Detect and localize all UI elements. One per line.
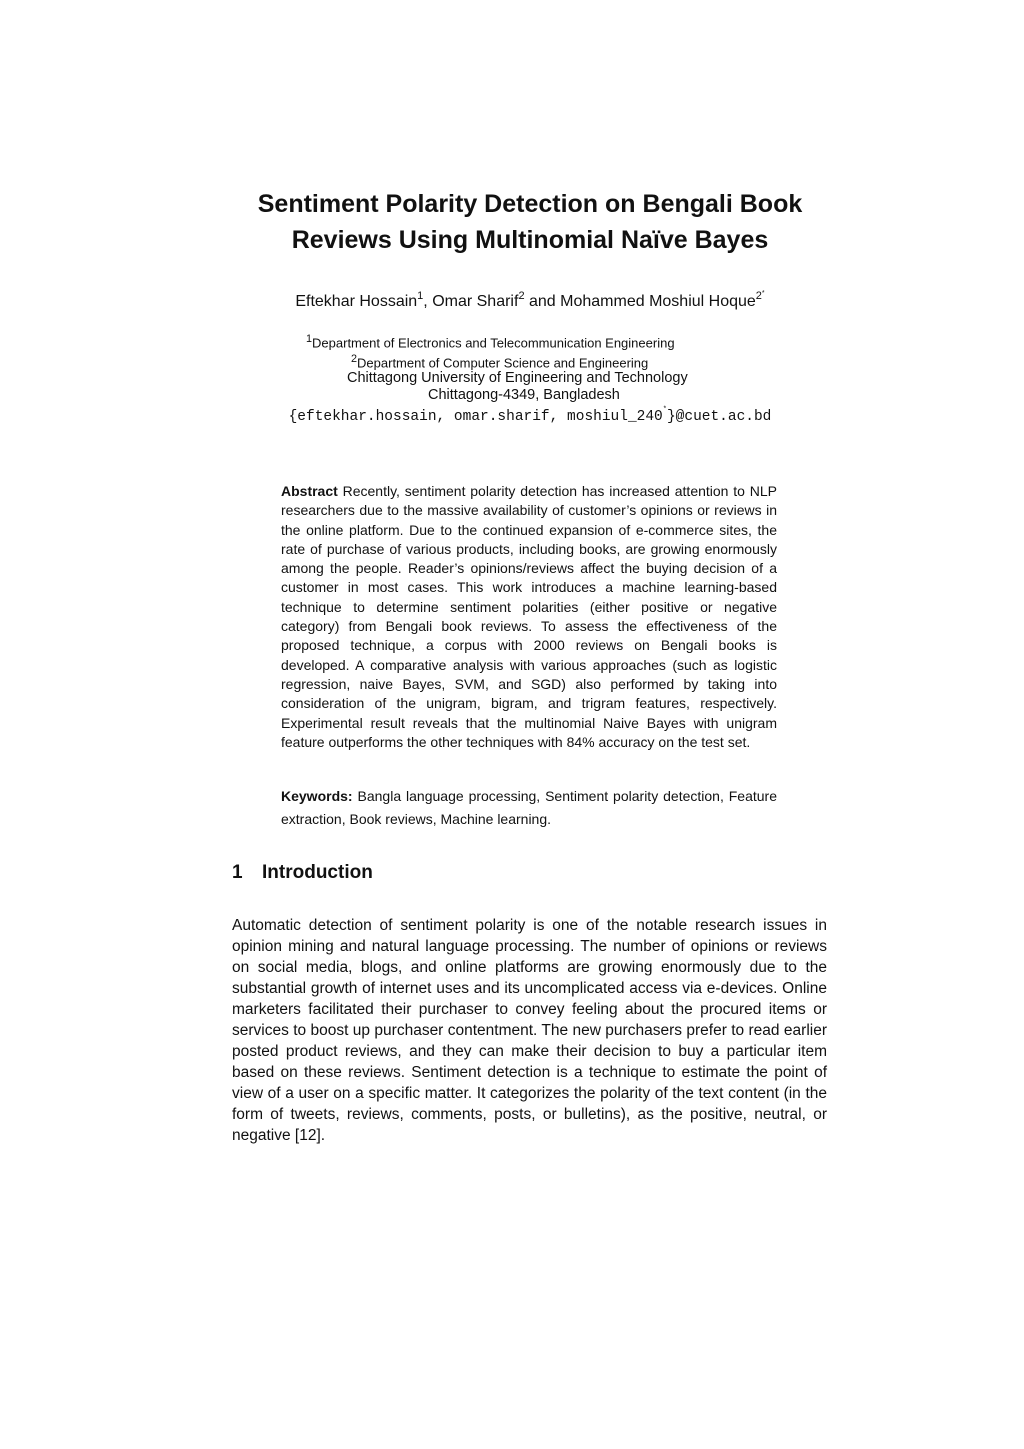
author-2-name: , Omar Sharif: [423, 293, 519, 310]
abstract-text: Recently, sentiment polarity detection has increased attention to NLP researchers due to the massive availability of customer’s opinions or reviews in the online platform. Due to the continued expansion of e-commerce sites, the rate of purchase of various products, including books, are growing enormously among the people. Reader’s opinions/reviews affect the buying decision of a customer in most cases. This work introduces a machine learning-based technique to determine sentiment polarities (either positive or negative category) from Bengali book reviews. To assess the effectiveness of the proposed technique, a corpus with 2000 reviews on Bengali books is developed. A comparative analysis with various approaches (such as logistic regression, naive Bayes, SVM, and SGD) also performed by taking into consideration of the unigram, bigram, and trigram features, respectively. Experimental result reveals that the multinomial Naive Bayes with unigram feature outperforms the other techniques with 84% accuracy on the test set.: [281, 483, 778, 750]
author-2-affil-sup: 2: [518, 290, 525, 302]
keywords-label: Keywords:: [281, 788, 353, 804]
introduction-paragraph: Automatic detection of sentiment polarity is one of the notable research issues in opinion mining and natural language processing. The number of opinions or reviews on social media, blogs, and online platforms are growing enormously due to the substantial growth of internet uses and its uncomplicated access via e-devices. Online marketers facilitated their purchaser to convey feeling about the procured items or services to boost up purchaser contentment. The new purchasers prefer to read earlier posted product reviews, and they can make their decision to buy a particular item based on these reviews. Sentiment detection is a technique to estimate the point of view of a user on a specific matter. It categorizes the polarity of the text content (in the form of tweets, reviews, comments, posts, or bulletins), as the positive, neutral, or negative [12].: [232, 917, 827, 1144]
title-line-2: Reviews Using Multinomial Naïve Bayes: [291, 226, 769, 254]
section-heading-introduction: [232, 862, 373, 884]
author-emails: {eftekhar.hossain, omar.sharif, moshiul_240*}@cuet.ac.bd: [288, 406, 772, 425]
author-3-name: and Mohammed Moshiul Hoque: [524, 293, 756, 310]
title-line-1: Sentiment Polarity Detection on Bengali Book: [257, 190, 803, 218]
keywords: [281, 785, 777, 831]
abstract-label: Abstract: [281, 483, 338, 499]
dept-1-sup: 1: [306, 333, 313, 345]
affiliation-dept-2: $^2$Department of Computer Science and Engineering: [351, 353, 649, 371]
section-number: 1: [232, 862, 243, 883]
author-1-name: Eftekhar Hossain: [295, 293, 418, 310]
dept-2-sup: 2: [351, 353, 358, 365]
email-corresponding-mark: *: [662, 406, 667, 414]
affiliation-city: Chittagong-4349, Bangladesh: [428, 387, 620, 403]
paper-title: [0, 186, 1024, 258]
section-title: Introduction: [262, 862, 373, 883]
affiliation-university: Chittagong University of Engineering and Technology: [347, 370, 688, 386]
corresponding-author-mark: *: [761, 290, 765, 297]
keywords-text: Bangla language processing, Sentiment polarity detection, Feature extraction, Book reviews, Machine learning.: [281, 788, 778, 827]
author-1-affil-sup: 1: [417, 290, 424, 302]
affiliation-dept-1: $^1$Department of Electronics and Telecommunication Engineering: [306, 333, 675, 351]
abstract: [281, 482, 777, 752]
author-3-affil-sup: 2*: [755, 290, 765, 302]
author-list: [0, 290, 1024, 311]
